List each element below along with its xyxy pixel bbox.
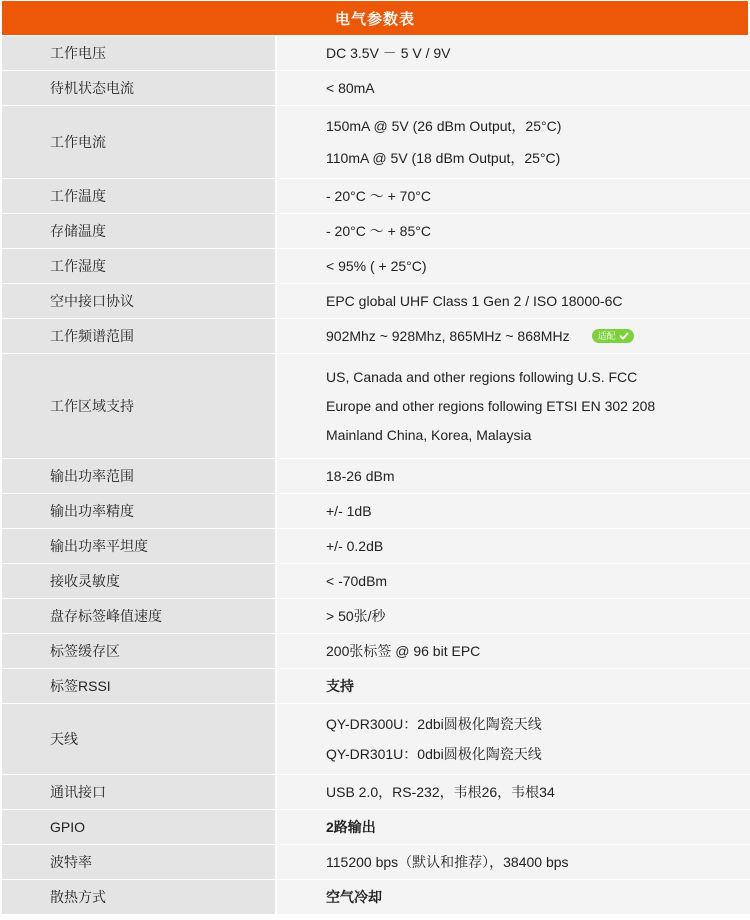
param-value-line: 支持	[326, 678, 354, 694]
param-name-baud-rate: 波特率	[2, 845, 275, 879]
param-value-communication-interface	[277, 775, 750, 809]
param-name-supported-regions: 工作区域支持	[2, 354, 275, 458]
param-name-inventory-peak-speed: 盘存标签峰值速度	[2, 599, 275, 633]
param-value-line: 2路输出	[326, 819, 376, 835]
param-value-tag-rssi	[277, 669, 750, 703]
table-title: 电气参数表	[334, 10, 415, 28]
param-value-line: - 20°C ～ + 85°C	[326, 223, 431, 239]
param-value-text: 902Mhz ~ 928Mhz, 865MHz ~ 868MHz	[326, 328, 570, 344]
param-value-air-interface-protocol	[277, 284, 750, 318]
param-value-working-humidity	[277, 249, 750, 283]
param-name-tag-rssi: 标签RSSI	[2, 669, 275, 703]
param-value-line: QY-DR301U：0dbi圆极化陶瓷天线	[326, 746, 542, 762]
param-value-receive-sensitivity	[277, 564, 750, 598]
param-name-communication-interface: 通讯接口	[2, 775, 275, 809]
param-value-cooling-method	[277, 880, 750, 914]
param-value-line: +/- 0.2dB	[326, 538, 384, 554]
param-name-output-power-range: 输出功率范围	[2, 459, 275, 493]
param-value-baud-rate	[277, 845, 750, 879]
param-value-line: USB 2.0，RS-232，韦根26，韦根34	[326, 784, 555, 800]
param-name-standby-current: 待机状态电流	[2, 71, 275, 105]
param-value-line: EPC global UHF Class 1 Gen 2 / ISO 18000-6C	[326, 293, 623, 309]
param-name-output-power-accuracy: 输出功率精度	[2, 494, 275, 528]
param-value-output-power-accuracy	[277, 494, 750, 528]
param-value-line-with-badge	[326, 329, 750, 343]
check-icon	[619, 331, 629, 341]
param-name-working-voltage: 工作电压	[2, 36, 275, 70]
param-name-working-temperature: 工作温度	[2, 179, 275, 213]
param-value-gpio	[277, 810, 750, 844]
param-value-line: 200张标签 @ 96 bit EPC	[326, 643, 481, 659]
param-name-cooling-method: 散热方式	[2, 880, 275, 914]
param-name-output-power-flatness: 输出功率平坦度	[2, 529, 275, 563]
table-title-bar	[2, 1, 748, 35]
param-name-working-humidity: 工作湿度	[2, 249, 275, 283]
param-value-line: > 50张/秒	[326, 608, 386, 624]
param-value-line: US, Canada and other regions following U.S. FCC	[326, 369, 638, 385]
param-value-working-temperature	[277, 179, 750, 213]
param-name-storage-temperature: 存储温度	[2, 214, 275, 248]
param-value-output-power-flatness	[277, 529, 750, 563]
param-value-frequency-range	[277, 319, 750, 353]
param-value-line: Europe and other regions following ETSI EN 302 208	[326, 398, 656, 414]
param-name-gpio: GPIO	[2, 810, 275, 844]
param-value-output-power-range	[277, 459, 750, 493]
param-value-working-voltage	[277, 36, 750, 70]
param-value-line: Mainland China, Korea, Malaysia	[326, 427, 532, 443]
param-name-tag-buffer: 标签缓存区	[2, 634, 275, 668]
param-value-antenna	[277, 704, 750, 774]
param-name-working-current: 工作电流	[2, 106, 275, 178]
param-value-line: 18-26 dBm	[326, 468, 395, 484]
param-value-line: +/- 1dB	[326, 503, 372, 519]
param-value-supported-regions	[277, 354, 750, 458]
param-name-air-interface-protocol: 空中接口协议	[2, 284, 275, 318]
param-value-line: < 80mA	[326, 80, 375, 96]
param-value-line: 115200 bps（默认和推荐），38400 bps	[326, 854, 569, 870]
param-name-antenna: 天线	[2, 704, 275, 774]
param-name-frequency-range: 工作频谱范围	[2, 319, 275, 353]
param-value-working-current	[277, 106, 750, 178]
param-value-line: 110mA @ 5V (18 dBm Output，25°C)	[326, 150, 561, 166]
param-value-storage-temperature	[277, 214, 750, 248]
compat-badge	[592, 329, 634, 343]
param-value-line: QY-DR300U：2dbi圆极化陶瓷天线	[326, 716, 542, 732]
param-value-line: - 20°C ～ + 70°C	[326, 188, 431, 204]
param-value-line: 150mA @ 5V (26 dBm Output，25°C)	[326, 118, 562, 134]
spec-table	[2, 36, 748, 918]
param-value-standby-current	[277, 71, 750, 105]
param-value-inventory-peak-speed	[277, 599, 750, 633]
compat-badge-label: 适配	[597, 331, 616, 341]
param-value-line: < -70dBm	[326, 573, 388, 589]
param-value-line: < 95% ( + 25°C)	[326, 258, 427, 274]
param-name-receive-sensitivity: 接收灵敏度	[2, 564, 275, 598]
param-value-line: 空气冷却	[326, 889, 382, 905]
param-value-line: DC 3.5V － 5 V / 9V	[326, 45, 451, 61]
param-value-tag-buffer	[277, 634, 750, 668]
